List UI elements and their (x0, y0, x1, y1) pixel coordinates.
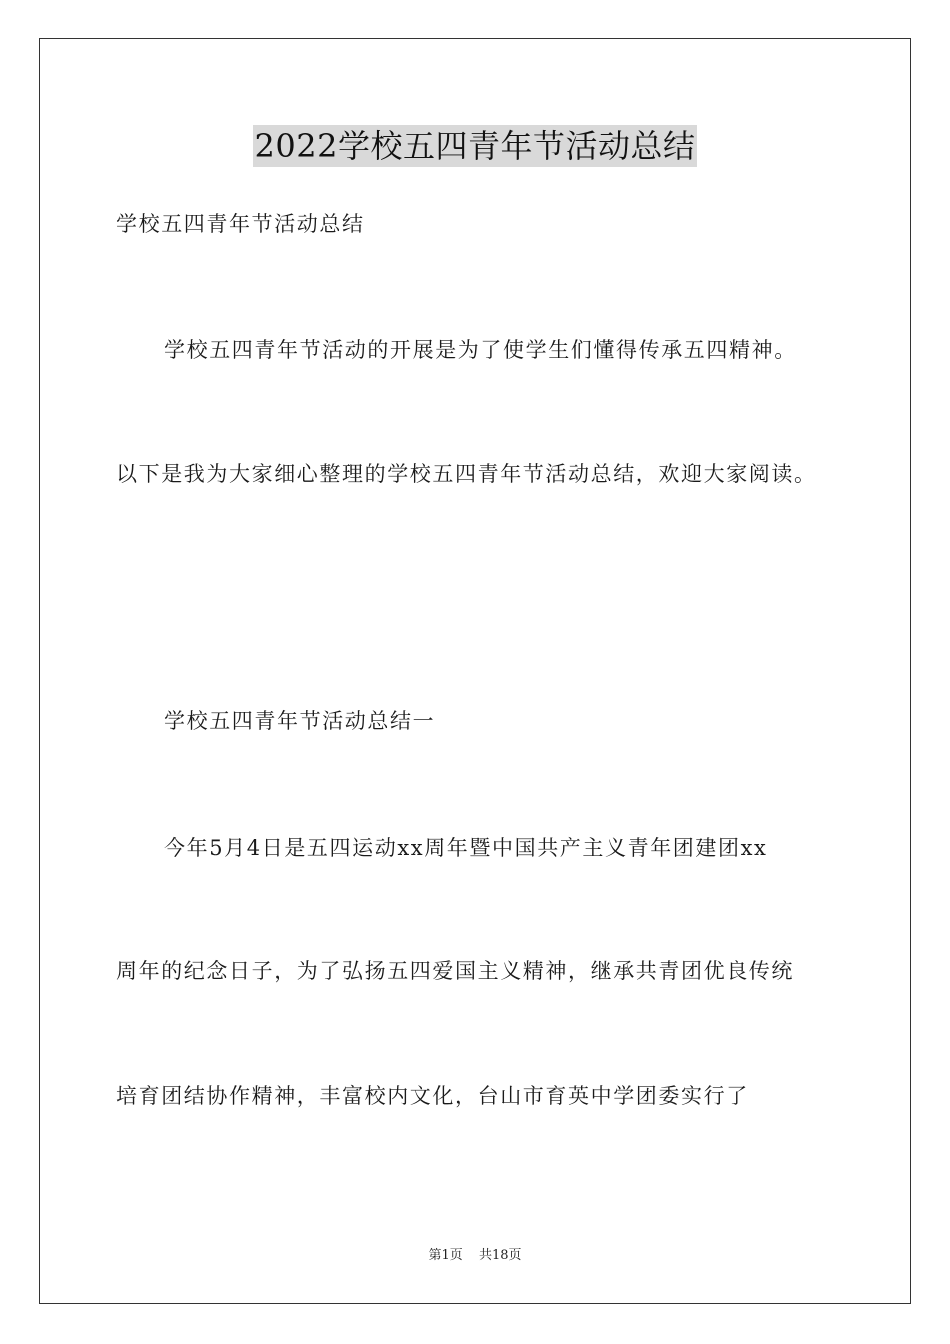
paragraph-line: 学校五四青年节活动的开展是为了使学生们懂得传承五四精神。 (164, 338, 797, 362)
page-footer (0, 1247, 950, 1265)
paragraph-line: 培育团结协作精神，丰富校内文化，台山市育英中学团委实行了 (116, 1084, 749, 1108)
page-number: 第1页 (428, 1248, 463, 1263)
page-total: 共18页 (478, 1248, 522, 1263)
title-container (0, 125, 950, 167)
paragraph-line: 今年5月4日是五四运动xx周年暨中国共产主义青年团建团xx (164, 836, 768, 860)
paragraph-line: 以下是我为大家细心整理的学校五四青年节活动总结，欢迎大家阅读。 (116, 462, 817, 486)
paragraph-line: 周年的纪念日子，为了弘扬五四爱国主义精神，继承共青团优良传统 (116, 959, 794, 983)
document-title: 2022学校五四青年节活动总结 (254, 127, 696, 165)
section-heading: 学校五四青年节活动总结一 (164, 709, 436, 733)
document-subtitle: 学校五四青年节活动总结 (116, 212, 365, 236)
